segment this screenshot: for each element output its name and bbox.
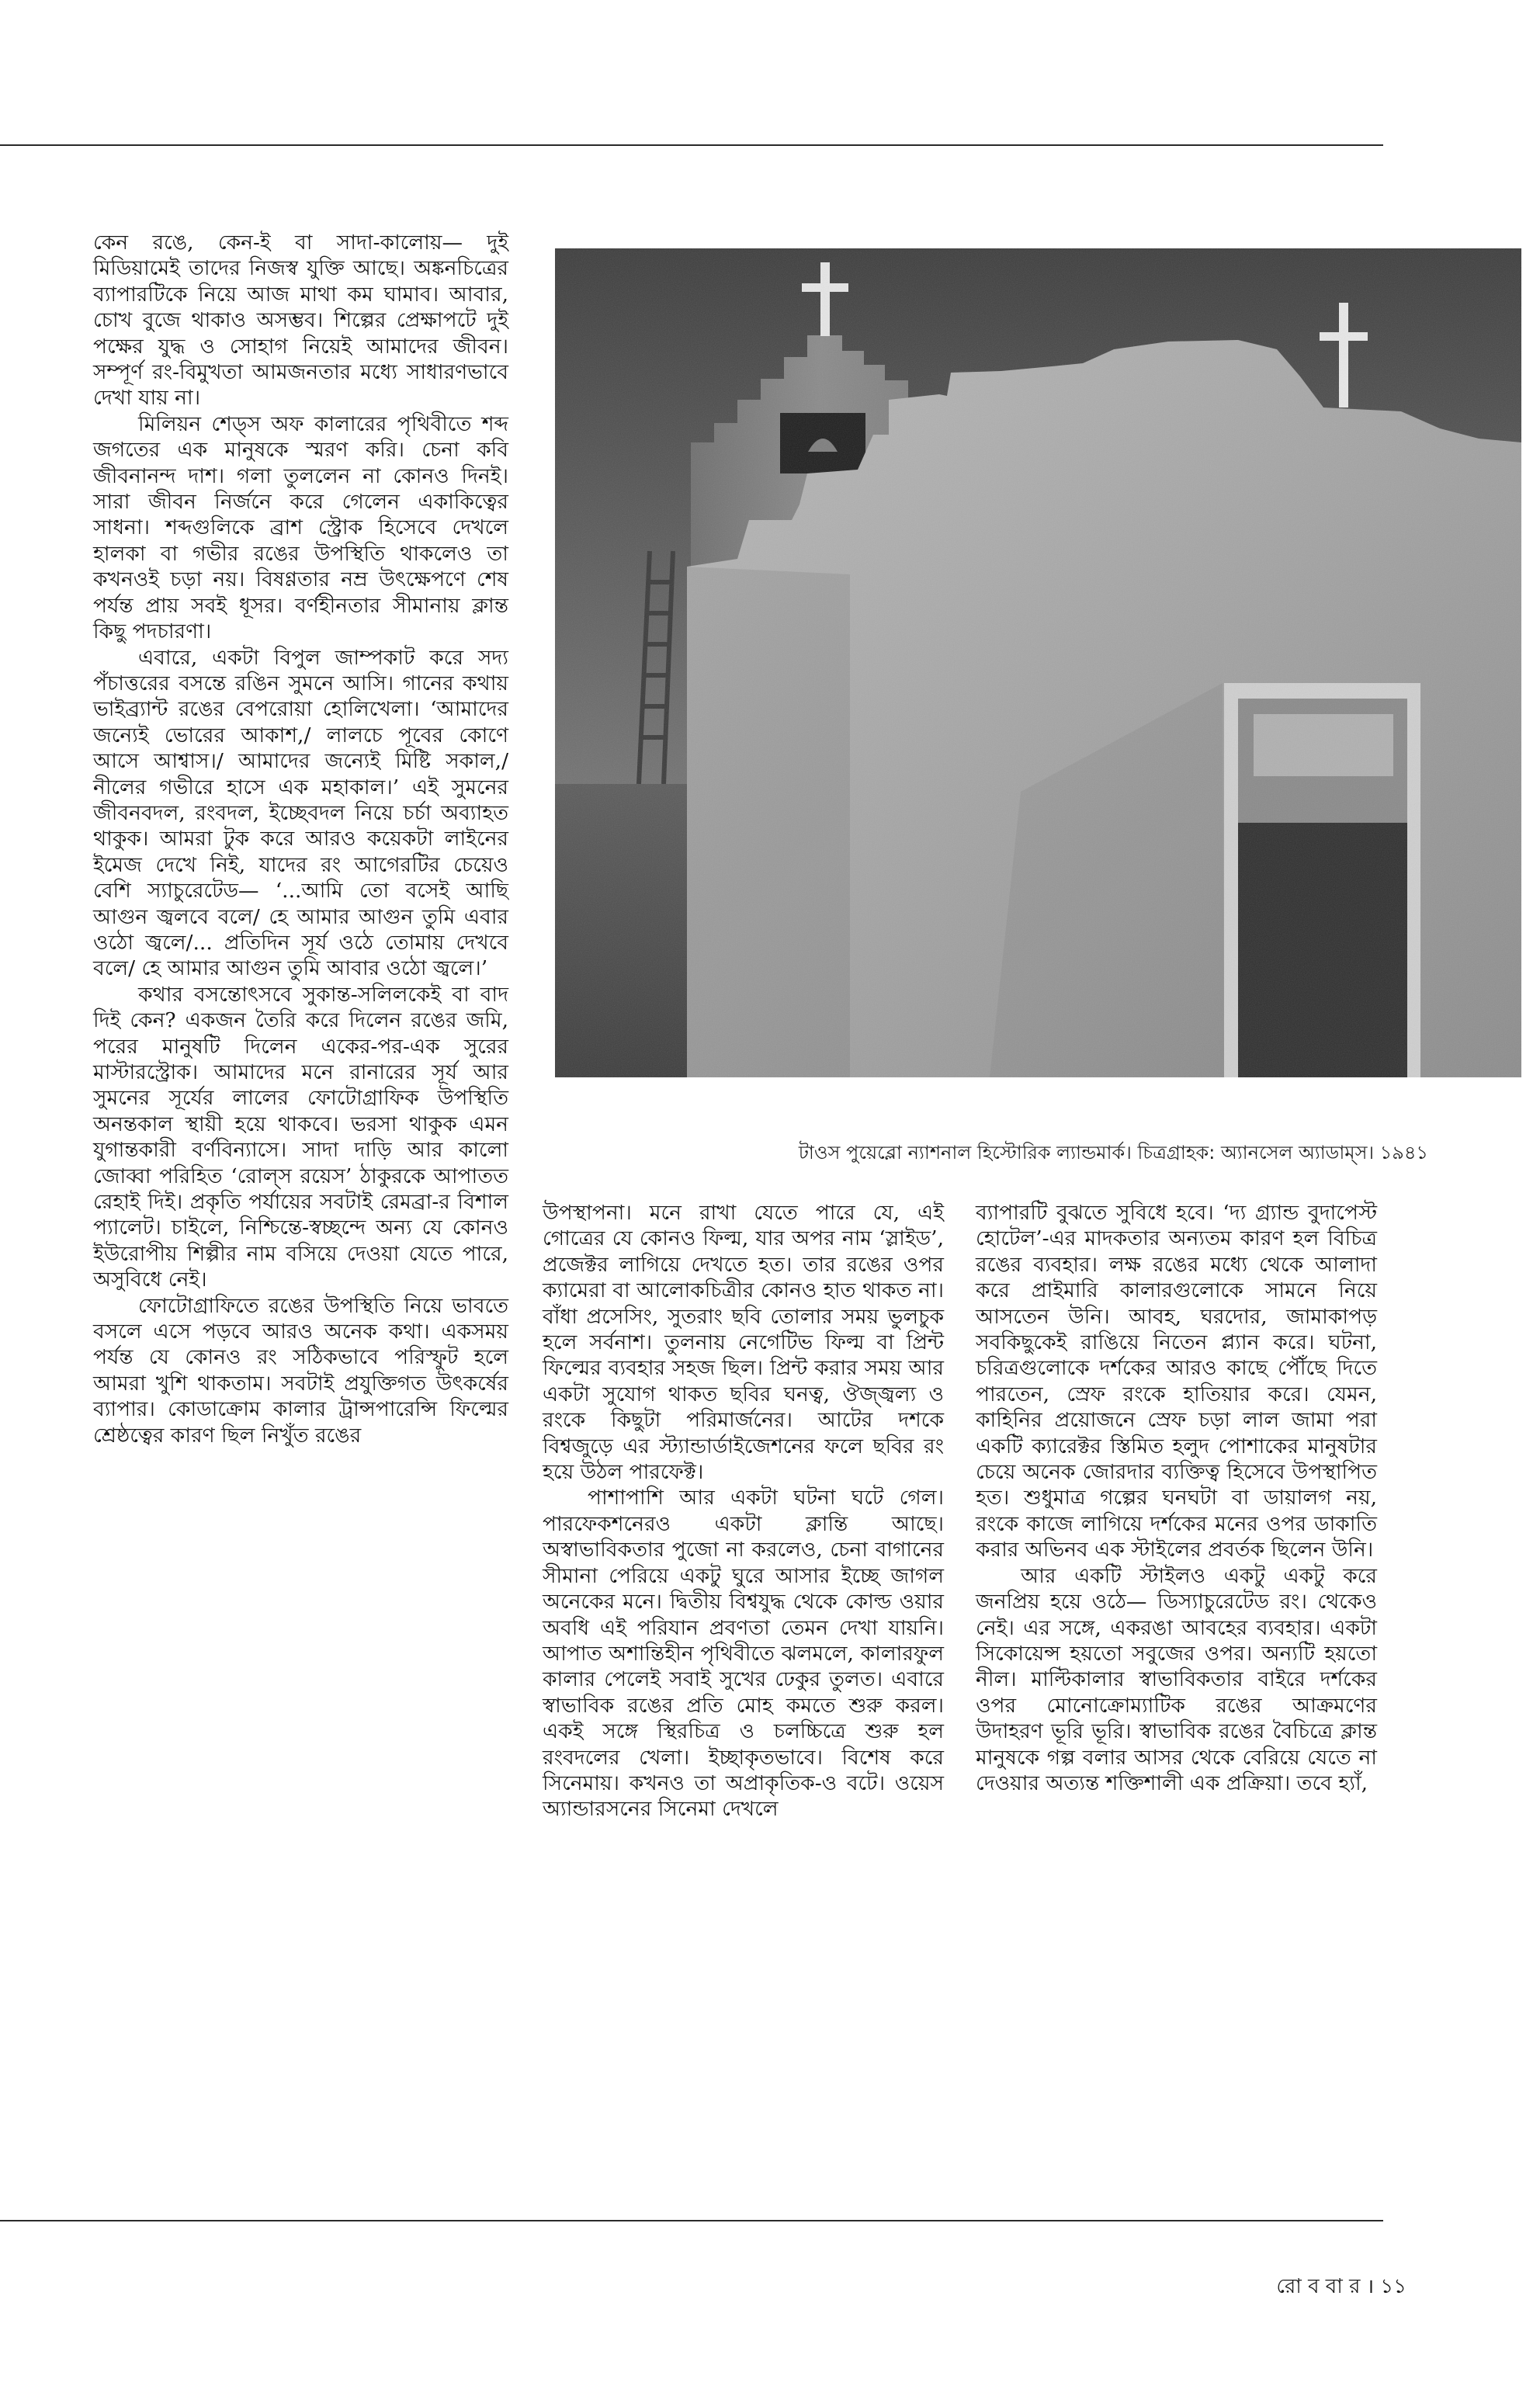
paragraph: এবারে, একটা বিপুল জাম্পকাট করে সদ্য পঁচাত্তরের বসন্তে রঙিন সুমনে আসি। গানের কথায় ভাইব্র্যান্ট রঙের বেপরোয়া হোলিখেলা। ‘আমাদের জন্যেই ভোরের আকাশ,/ লালচে পূবের কোণে আসে আশ্বাস।/ আমাদের জন্যেই মিষ্টি সকাল,/ নীলের গভীরে হাসে এক মহাকাল।’ এই সুমনের জীবনবদল, রংবদল, ইচ্ছেবদল নিয়ে চর্চা অব্যাহত থাকুক। আমরা টুক করে আরও কয়েকটা লাইনের ইমেজ দেখে নিই, যাদের রং আগেরটির চেয়েও বেশি স্যাচুরেটেড— ‘...আমি তো বসেই আছি আগুন জ্বলবে বলে/ হে আমার আগুন তুমি এবার ওঠো জ্বলে/... প্রতিদিন সূর্য ওঠে তোমায় দেখবে বলে/ হে আমার আগুন তুমি আবার ওঠো জ্বলে।’: [93, 645, 508, 981]
paragraph: মিলিয়ন শেড্স অফ কালারের পৃথিবীতে শব্দ জগতের এক মানুষকে স্মরণ করি। চেনা কবি জীবনানন্দ দাশ। গলা তুললেন না কোনও দিনই। সারা জীবন নির্জনে করে গেলেন একাকিত্বের সাধনা। শব্দগুলিকে ব্রাশ স্ট্রোক হিসেবে দেখলে হালকা বা গভীর রঙের উপস্থিতি থাকলেও তা কখনওই চড়া নয়। বিষণ্ণতার নম্র উৎক্ষেপণে শেষ পর্যন্ত প্রায় সবই ধূসর। বর্ণহীনতার সীমানায় ক্লান্ত কিছু পদচারণা।: [93, 411, 508, 644]
top-rule: [0, 144, 1383, 146]
paragraph: কথার বসন্তোৎসবে সুকান্ত-সলিলকেই বা বাদ দিই কেন? একজন তৈরি করে দিলেন রঙের জমি, পরের মানুষটি দিলেন একের-পর-এক সুরের মাস্টারস্ট্রোক। আমাদের মনে রানারের সূর্য আর সুমনের সূর্যের লালের ফোটোগ্রাফিক উপস্থিতি অনন্তকাল স্থায়ী হয়ে থাকবে। ভরসা থাকুক এমন যুগান্তকারী বর্ণবিন্যাসে। সাদা দাড়ি আর কালো জোব্বা পরিহিত ‘রোল্‌স রয়েস’ ঠাকুরকে আপাতত রেহাই দিই। প্রকৃতি পর্যায়ের সবটাই রেমব্রা-র বিশাল প্যালেট। চাইলে, নিশ্চিন্তে-স্বচ্ছন্দে অন্য যে কোনও ইউরোপীয় শিল্পীর নাম বসিয়ে দেওয়া যেতে পারে, অসুবিধে নেই।: [93, 982, 508, 1292]
article-column-3: [976, 1200, 1377, 1796]
article-column-1: [93, 230, 508, 1448]
article-column-2: [543, 1200, 944, 1822]
paragraph: উপস্থাপনা। মনে রাখা যেতে পারে যে, এই গোত্রের যে কোনও ফিল্ম, যার অপর নাম ‘স্লাইড’, প্রজেক্টর লাগিয়ে দেখতে হত। তার রঙের ওপর ক্যামেরা বা আলোকচিত্রীর কোনও হাত থাকত না। বাঁধা প্রসেসিং, সুতরাং ছবি তোলার সময় ভুলচুক হলে সর্বনাশ। তুলনায় নেগেটিভ ফিল্ম বা প্রিন্ট ফিল্মের ব্যবহার সহজ ছিল। প্রিন্ট করার সময় আর একটা সুযোগ থাকত ছবির ঘনত্ব, ঔজ্জ্বল্য ও রংকে কিছুটা পরিমার্জনের। আটের দশকে বিশ্বজুড়ে এর স্ট্যান্ডার্ডাইজেশনের ফলে ছবির রং হয়ে উঠল পারফেক্ট।: [543, 1201, 944, 1485]
paragraph: ব্যাপারটি বুঝতে সুবিধে হবে। ‘দ্য গ্র্যান্ড বুদাপেস্ট হোটেল’-এর মাদকতার অন্যতম কারণ হল বিচিত্র রঙের ব্যবহার। লক্ষ রঙের মধ্যে থেকে আলাদা করে প্রাইমারি কালারগুলোকে সামনে নিয়ে আসতেন উনি। আবহ, ঘরদোর, জামাকাপড় সবকিছুকেই রাঙিয়ে নিতেন প্ল্যান করে। ঘটনা, চরিত্রগুলোকে দর্শকের আরও কাছে পৌঁছে দিতে পারতেন, স্রেফ রংকে হাতিয়ার করে। যেমন, কাহিনির প্রয়োজনে স্রেফ চড়া লাল জামা পরা একটি ক্যারেক্টর স্তিমিত হলুদ পোশাকের মানুষটার চেয়ে অনেক জোরদার ব্যক্তিত্ব হিসেবে উপস্থাপিত হত। শুধুমাত্র গল্পের ঘনঘটা বা ডায়ালগ নয়, রংকে কাজে লাগিয়ে দর্শকের মনের ওপর ডাকাতি করার অভিনব এক স্টাইলের প্রবর্তক ছিলেন উনি।: [976, 1201, 1377, 1562]
paragraph: কেন রঙে, কেন-ই বা সাদা-কালোয়— দুই মিডিয়ামেই তাদের নিজস্ব যুক্তি আছে। অঙ্কনচিত্রের ব্যাপারটিকে নিয়ে আজ মাথা কম ঘামাব। আবার, চোখ বুজে থাকাও অসম্ভব। শিল্পের প্রেক্ষাপটে দুই পক্ষের যুদ্ধ ও সোহাগ নিয়েই আমাদের জীবন। সম্পূর্ণ রং-বিমুখতা আমজনতার মধ্যে সাধারণভাবে দেখা যায় না।: [93, 231, 508, 411]
paragraph: ফোটোগ্রাফিতে রঙের উপস্থিতি নিয়ে ভাবতে বসলে এসে পড়বে আরও অনেক কথা। একসময় পর্যন্ত যে কোনও রং সঠিকভাবে পরিস্ফুট হলে আমরা খুশি থাকতাম। সবটাই প্রযুক্তিগত উৎকর্ষের ব্যাপার। কোডাক্রোম কালার ট্রান্সপারেন্সি ফিল্মের শ্রেষ্ঠত্বের কারণ ছিল নিখুঁত রঙের: [93, 1293, 508, 1448]
footer-separator: ।: [1366, 2275, 1375, 2298]
page-number: ১১: [1380, 2275, 1406, 2298]
page-footer: [1276, 2270, 1406, 2305]
photo-caption: টাওস পুয়েব্লো ন্যাশনাল হিস্টোরিক ল্যান্ডমার্ক। চিত্রগ্রাহক: অ্যানসেল অ্যাডাম্‌স। ১৯৪১: [798, 1142, 1428, 1164]
church-photograph: [555, 248, 1521, 1077]
paragraph: পাশাপাশি আর একটা ঘটনা ঘটে গেল। পারফেকশনেরও একটা ক্লান্তি আছে। অস্বাভাবিকতার পুজো না করলেও, চেনা বাগানের সীমানা পেরিয়ে একটু ঘুরে আসার ইচ্ছে জাগল অনেকের মনে। দ্বিতীয় বিশ্বযুদ্ধ থেকে কোল্ড ওয়ার অবধি এই পরিযান প্রবণতা তেমন দেখা যায়নি। আপাত অশান্তিহীন পৃথিবীতে ঝলমলে, কালারফুল কালার পেলেই সবাই সুখের ঢেকুর তুলত। এবারে স্বাভাবিক রঙের প্রতি মোহ কমতে শুরু করল। একই সঙ্গে স্থিরচিত্র ও চলচ্চিত্রে শুরু হল রংবদলের খেলা। ইচ্ছাকৃতভাবে। বিশেষ করে সিনেমায়। কখনও তা অপ্রাকৃতিক-ও বটে। ওয়েস অ্যান্ডারসনের সিনেমা দেখলে: [543, 1486, 944, 1822]
magazine-name: রো ব বা র: [1276, 2275, 1361, 2298]
bottom-rule: [0, 2220, 1383, 2221]
paragraph: আর একটি স্টাইলও একটু একটু করে জনপ্রিয় হয়ে ওঠে— ডিস্যাচুরেটেড রং। থেকেও নেই। এর সঙ্গে, একরঙা আবহের ব্যবহার। একটা সিকোয়েন্স হয়তো সবুজের ওপর। অন্যটি হয়তো নীল। মাল্টিকালার স্বাভাবিকতার বাইরে দর্শকের ওপর মোনোক্রোম্যাটিক রঙের আক্রমণের উদাহরণ ভূরি ভূরি। স্বাভাবিক রঙের বৈচিত্রে ক্লান্ত মানুষকে গল্প বলার আসর থেকে বেরিয়ে যেতে না দেওয়ার অত্যন্ত শক্তিশালী এক প্রক্রিয়া। তবে হ্যাঁ,: [976, 1563, 1377, 1795]
